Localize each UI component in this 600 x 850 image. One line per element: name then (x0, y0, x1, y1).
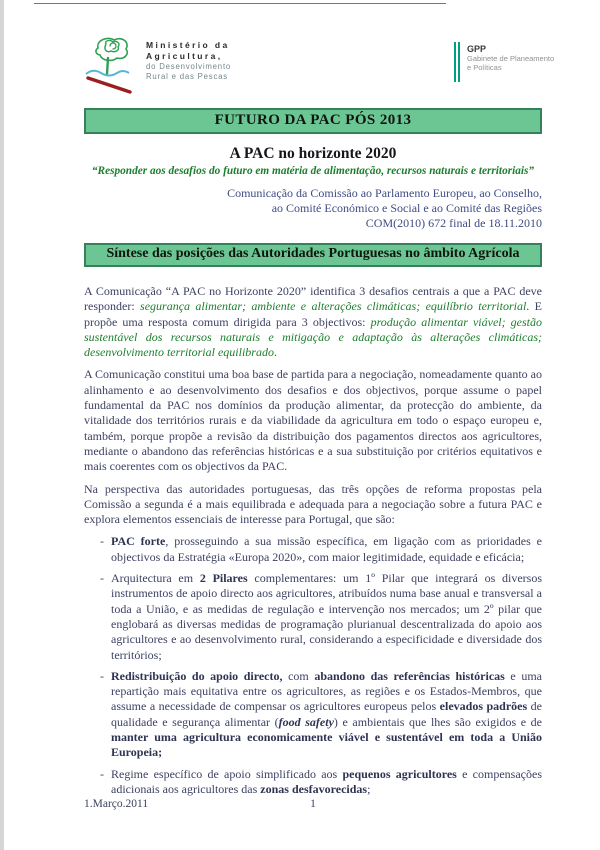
bullet-text: Regime específico de apoio simplificado aos pequenos agricultores e compensações adicionais aos agricultores das zonas desfavorecidas; (111, 766, 542, 796)
bullet-dash: - (100, 571, 104, 586)
ministry-logo (84, 34, 231, 96)
ministry-name-line: Ministério da (146, 40, 230, 50)
doc-subtitle: “Responder aos desafios do futuro em matéria de alimentação, recursos naturais e territoriais” (91, 165, 535, 177)
bullet-text: Arquitectura em 2 Pilares complementares: um 1º Pilar que integrará os diversos instrumentos de apoio directo aos agricultores, atribuídos numa base anual e transversal a toda a União, e as medidas de regulação e intervenção nos mercados; um 2º pilar que englobará as diversas medidas de programação plurianual descentralizada do apoio aos agricultores e ao desenvolvimento rural, considerando a especificidade e diversidade dos territórios; (111, 571, 542, 662)
reference-line: ao Comité Económico e Social e ao Comité das Regiões (271, 201, 542, 215)
ministry-name-line: Rural e das Pescas (146, 72, 229, 81)
ministry-name (146, 40, 231, 82)
gpp-name-line: Gabinete de Planeamento (467, 54, 555, 63)
gpp-bars-icon (454, 42, 462, 82)
footer-date: 1.Março.2011 (84, 798, 149, 810)
reference-block (84, 186, 542, 231)
doc-title: A PAC no horizonte 2020 (229, 145, 397, 162)
reference-line: Comunicação da Comissão ao Parlamento Europeu, ao Conselho, (227, 186, 542, 200)
bullet-item-pac-forte (84, 534, 542, 565)
ministry-name-line: Agricultura, (146, 51, 223, 61)
banner-futuro-pac: FUTURO DA PAC PÓS 2013 (84, 108, 542, 134)
footer-page-number: 1 (310, 798, 316, 810)
scan-edge-artifact-left (0, 0, 4, 850)
paragraph-1: A Comunicação “A PAC no Horizonte 2020” identifica 3 desafios centrais a que a PAC deve responder: segurança alimentar; ambiente e alterações climáticas; equilíbrio territorial. E propõe uma resposta comum dirigida para 3 objectivos: produção alimentar viável; gestão sustentável dos recursos naturais e mitigação e adaptação às alterações climáticas; desenvolvimento territorial equilibrado. (84, 284, 543, 360)
reference-line: COM(2010) 672 final de 18.11.2010 (365, 216, 542, 230)
tree-wave-icon (84, 34, 136, 96)
bullet-dash: - (100, 766, 104, 781)
bullet-item-2-pilares (84, 571, 542, 663)
paragraph-2: A Comunicação constitui uma boa base de partida para a negociação, nomeadamente quanto ao alinhamento e ao desenvolvimento dos desafios e dos objectivos, porque assume o papel fundamental da PAC nos domínios da produção alimentar, da protecção do ambiente, da vitalidade dos territórios rurais e da viabilidade da agricultura em todo o espaço europeu e, também, porque propõe a revisão da distribuição dos pagamentos directos aos agricultores, mediante o abandono das referências históricas e a sua substituição por critérios equitativos e mais coerentes com os objectivos da PAC. (84, 367, 542, 474)
bullet-item-redistribuicao (84, 669, 542, 761)
bullet-dash: - (100, 534, 104, 549)
bullet-text: Redistribuição do apoio directo, com abandono das referências históricas e uma repartição mais equitativa entre os agricultores, as regiões e os Estados-Membros, que assume a necessidade de compensar os agricultores europeus pelos elevados padrões de qualidade e segurança alimentar (food safety) e ambientais que lhes são exigidos e de manter uma agricultura economicamente viável e sustentável em toda a União Europeia; (111, 668, 542, 760)
gpp-acronym: GPP (467, 44, 487, 54)
gpp-logo (454, 42, 554, 82)
banner-sintese: Síntese das posições das Autoridades Portuguesas no âmbito Agrícola (84, 243, 542, 267)
bullet-dash: - (100, 668, 104, 683)
document-content (84, 108, 542, 803)
ministry-name-line: do Desenvolvimento (146, 62, 232, 71)
scan-edge-artifact-top (34, 3, 446, 4)
bullet-item-regime-simplificado (84, 767, 542, 798)
gpp-name-line: e Políticas (467, 63, 502, 72)
paragraph-3: Na perspectiva das autoridades portuguesas, das três opções de reforma propostas pela Comissão a segunda é a mais equilibrada e adequada para a negociação sobre a futura PAC e explora elementos essenciais de interesse para Portugal, que são: (84, 481, 542, 527)
bullet-text: PAC forte, prosseguindo a sua missão específica, em ligação com as prioridades e objectivos da Estratégia «Europa 2020», com maior legitimidade, equidade e eficácia; (111, 534, 542, 564)
